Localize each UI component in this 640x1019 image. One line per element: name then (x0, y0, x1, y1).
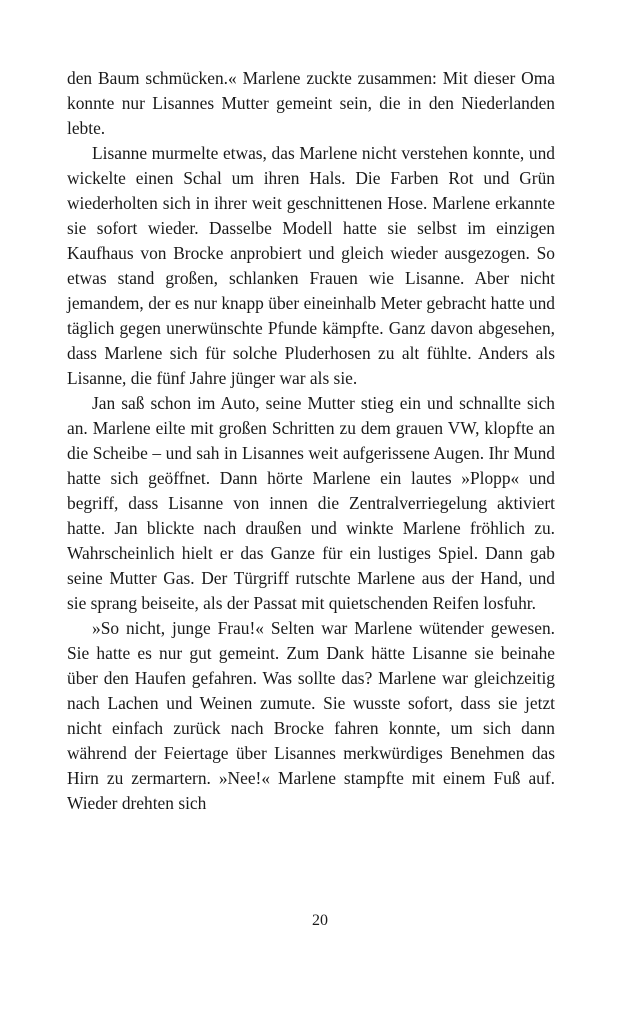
book-page-body (67, 66, 555, 816)
paragraph-3: Jan saß schon im Auto, seine Mutter stieg ein und schnallte sich an. Marlene eilte mit großen Schritten zu dem grauen VW, klopfte an die Scheibe – und sah in Lisannes weit aufgerissene Augen. Ihr Mund hatte sich geöffnet. Dann hörte Marlene ein lautes »Plopp« und begriff, dass Lisanne von innen die Zentralverriegelung aktiviert hatte. Jan blickte nach draußen und winkte Marlene fröhlich zu. Wahrscheinlich hielt er das Ganze für ein lustiges Spiel. Dann gab seine Mutter Gas. Der Türgriff rutschte Marlene aus der Hand, und sie sprang beiseite, als der Passat mit quietschenden Reifen losfuhr. (67, 393, 555, 613)
paragraph-2: Lisanne murmelte etwas, das Marlene nicht verstehen konnte, und wickelte einen Schal um ihren Hals. Die Farben Rot und Grün wiederholten sich in ihrer weit geschnittenen Hose. Marlene erkannte sie sofort wieder. Dasselbe Modell hatte sie selbst im einzigen Kaufhaus von Brocke anprobiert und gleich wieder ausgezogen. So etwas stand großen, schlanken Frauen wie Lisanne. Aber nicht jemandem, der es nur knapp über eineinhalb Meter gebracht hatte und täglich gegen unerwünschte Pfunde kämpfte. Ganz davon abgesehen, dass Marlene sich für solche Pluderhosen zu alt fühlte. Anders als Lisanne, die fünf Jahre jünger war als sie. (67, 143, 555, 388)
page-number: 20 (312, 912, 328, 929)
paragraph-4: »So nicht, junge Frau!« Selten war Marlene wütender gewesen. Sie hatte es nur gut gemeint. Zum Dank hätte Lisanne sie beinahe über den Haufen gefahren. Was sollte das? Marlene war gleichzeitig nach Lachen und Weinen zumute. Sie wusste sofort, dass sie jetzt nicht einfach zurück nach Brocke fahren konnte, um sich dann während der Feiertage über Lisannes merkwürdiges Benehmen das Hirn zu zermartern. »Nee!« Marlene stampfte mit einem Fuß auf. Wieder drehten sich (67, 618, 555, 813)
paragraph-1: den Baum schmücken.« Marlene zuckte zusammen: Mit dieser Oma konnte nur Lisannes Mutter gemeint sein, die in den Niederlanden lebte. (67, 68, 555, 138)
